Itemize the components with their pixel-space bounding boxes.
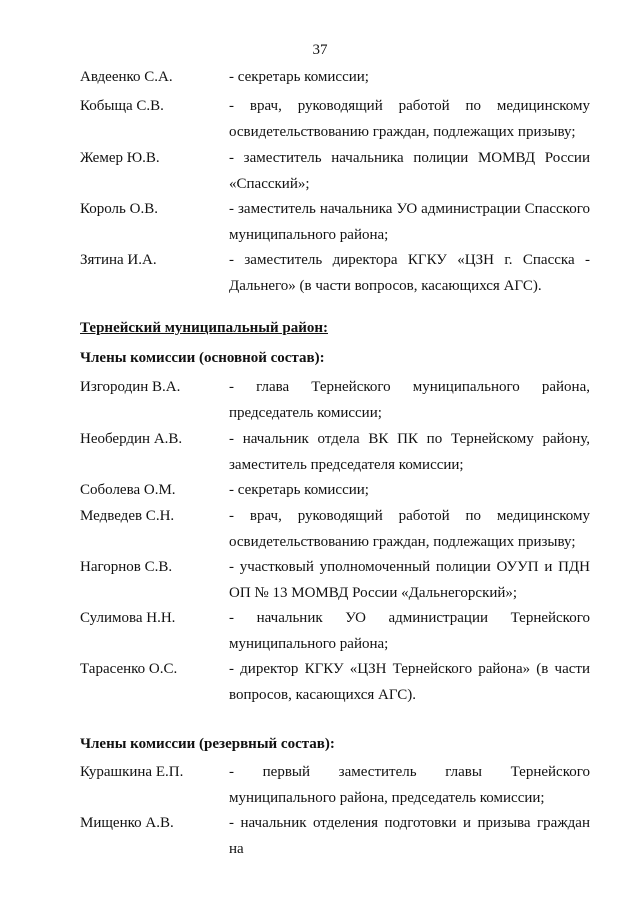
member-name: Соболева О.М.	[80, 482, 176, 498]
member-role: - глава Тернейского муниципального района, председатель комиссии;	[229, 379, 590, 421]
page-number: 37	[312, 42, 328, 58]
member-name: Сулимова Н.Н.	[80, 610, 176, 626]
member-role: - врач, руководящий работой по медицинскому освидетельствованию граждан, подлежащих призыву;	[229, 508, 590, 550]
member-name: Нагорнов С.В.	[80, 559, 173, 575]
member-role: - заместитель начальника полиции МОМВД России «Спасский»;	[229, 150, 590, 192]
member-role: - первый заместитель главы Тернейского муниципального района, председатель комиссии;	[229, 764, 590, 806]
member-name: Изгородин В.А.	[80, 379, 181, 395]
member-role: - директор КГКУ «ЦЗН Тернейского района» (в части вопросов, касающихся АГС).	[229, 661, 590, 703]
member-name: Жемер Ю.В.	[80, 150, 160, 166]
member-role: - заместитель начальника УО администрации Спасского муниципального района;	[229, 201, 590, 243]
member-name: Авдеенко С.А.	[80, 69, 173, 85]
member-role: - начальник отделения подготовки и призыва граждан на	[229, 815, 590, 857]
member-name: Кобыща С.В.	[80, 98, 164, 114]
member-name: Тарасенко О.С.	[80, 661, 178, 677]
member-role: - начальник УО администрации Тернейского муниципального района;	[229, 610, 590, 652]
reserve-composition-heading: Члены комиссии (резервный состав):	[80, 736, 335, 752]
main-composition-heading: Члены комиссии (основной состав):	[80, 350, 325, 366]
member-role: - заместитель директора КГКУ «ЦЗН г. Спасска - Дальнего» (в части вопросов, касающихся АГС).	[229, 252, 590, 294]
member-name: Необердин А.В.	[80, 431, 183, 447]
district-heading: Тернейский муниципальный район:	[80, 320, 328, 336]
member-entry	[80, 64, 590, 90]
member-name: Зятина И.А.	[80, 252, 157, 268]
member-entry	[80, 503, 590, 555]
member-role: - участковый уполномоченный полиции ОУУП и ПДН ОП № 13 МОМВД России «Дальнегорский»;	[229, 559, 590, 601]
member-role: - секретарь комиссии;	[229, 482, 369, 498]
member-entry	[80, 374, 590, 426]
member-entry	[80, 426, 590, 478]
member-role: - начальник отдела ВК ПК по Тернейскому району, заместитель председателя комиссии;	[229, 431, 590, 473]
member-entry	[80, 554, 590, 606]
member-entry	[80, 93, 590, 145]
member-entry	[80, 656, 590, 708]
member-role: - врач, руководящий работой по медицинскому освидетельствованию граждан, подлежащих призыву;	[229, 98, 590, 140]
member-name: Медведев С.Н.	[80, 508, 175, 524]
member-entry	[80, 196, 590, 248]
member-entry	[80, 145, 590, 197]
member-entry	[80, 247, 590, 299]
member-entry	[80, 605, 590, 657]
member-entry	[80, 477, 590, 503]
member-entry	[80, 759, 590, 811]
member-name: Курашкина Е.П.	[80, 764, 184, 780]
member-entry	[80, 810, 590, 862]
member-role: - секретарь комиссии;	[229, 69, 369, 85]
member-name: Король О.В.	[80, 201, 158, 217]
member-name: Мищенко А.В.	[80, 815, 174, 831]
